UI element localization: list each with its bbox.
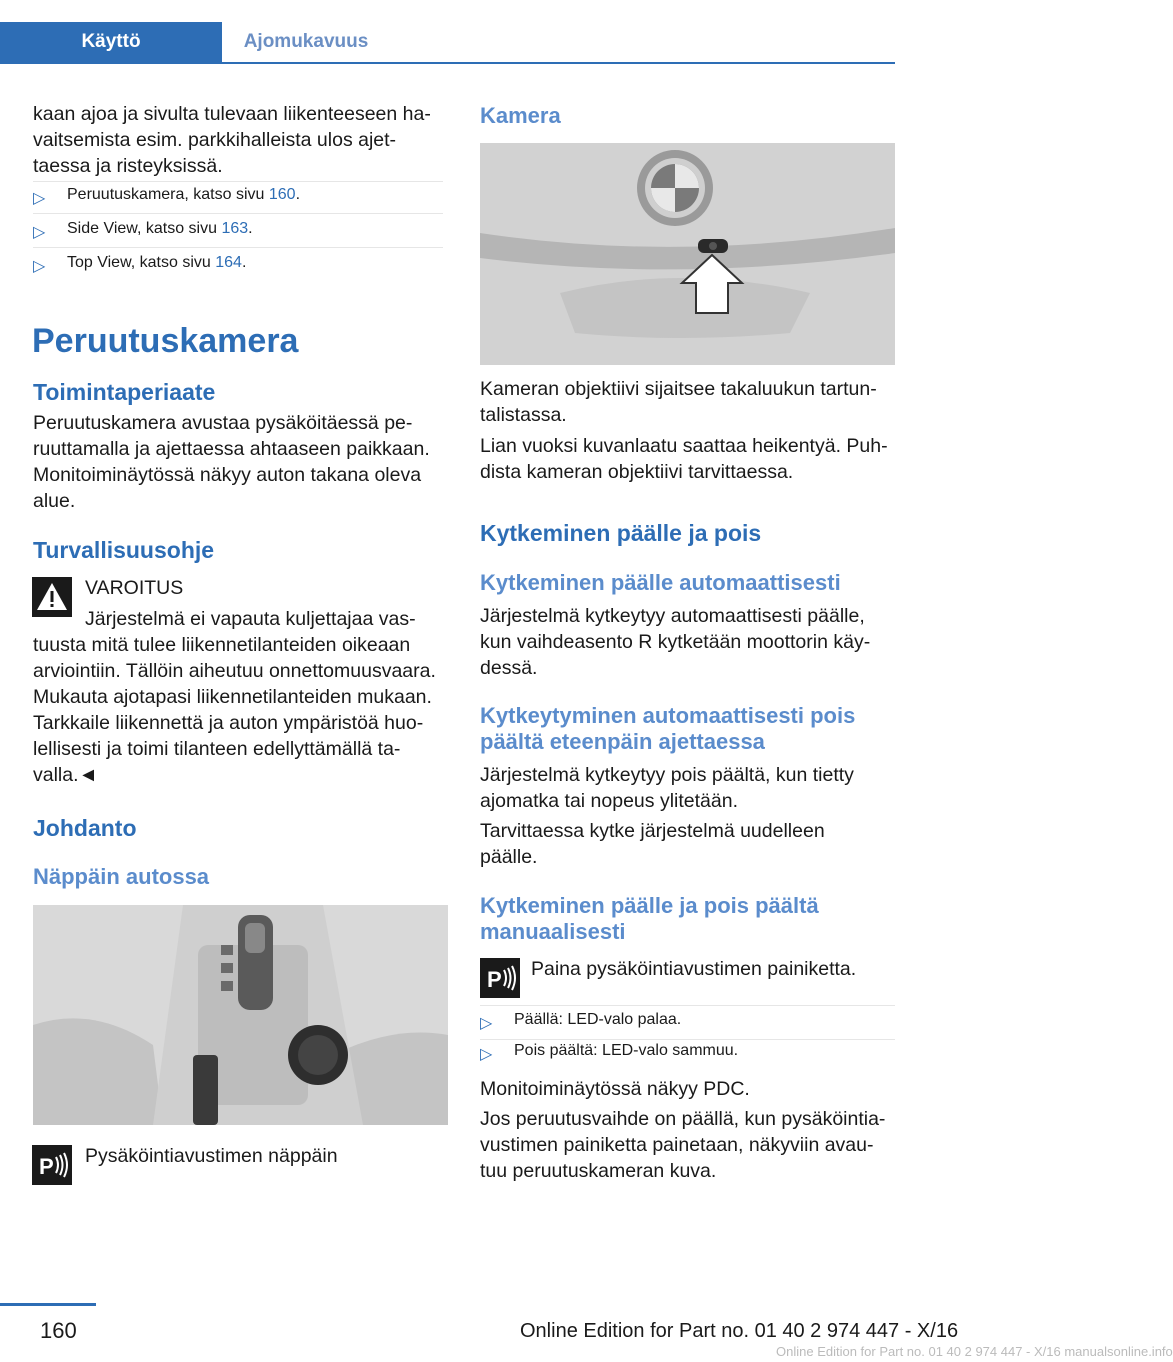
auto-on-line: dessä. xyxy=(480,657,538,679)
divider xyxy=(33,247,443,248)
auto-off-heading: Kytkeytyminen automaattisesti pois xyxy=(480,703,856,728)
reverse-line: vustimen painiketta painetaan, näkyviin avau‐ xyxy=(480,1134,874,1156)
dirt-line: Lian vuoksi kuvanlaatu saattaa heikentyä. Puh‐ xyxy=(480,435,888,457)
list-item-tail: . xyxy=(248,220,253,237)
list-item xyxy=(33,220,443,246)
edition-text: Online Edition for Part no. 01 40 2 974 447 - X/16 xyxy=(520,1320,959,1342)
triangle-bullet-icon: ▷ xyxy=(33,190,46,207)
divider xyxy=(33,181,443,182)
intro-line-3: taessa ja risteyksissä. xyxy=(33,155,223,177)
principle-line: alue. xyxy=(33,490,76,512)
reverse-line: tuu peruutuskameran kuva. xyxy=(480,1160,717,1182)
principle-heading: Toimintaperiaate xyxy=(33,379,216,405)
list-item xyxy=(480,1011,895,1037)
console-image xyxy=(33,905,448,1125)
auto-on-line: kun vaihdeasento R kytketään moottorin käy‐ xyxy=(480,631,871,653)
warning-line: Tarkkaile liikennettä ja auton ympäristöä huo‐ xyxy=(33,712,424,734)
intro-line-1: kaan ajoa ja sivulta tulevaan liikenteeseen ha‐ xyxy=(33,103,431,125)
principle-line: ruuttamalla ja ajettaessa ahtaaseen paikkaan. xyxy=(33,438,430,460)
list-item-text: Päällä: LED-valo palaa. xyxy=(514,1011,682,1028)
auto-off-heading: päältä eteenpäin ajettaessa xyxy=(480,729,765,754)
header-tab-bar xyxy=(0,22,895,64)
warning-line: lellisesti ja toimi tilanteen edellyttämällä ta‐ xyxy=(33,738,401,760)
intro-line-2: vaitsemista esim. parkkihalleista ulos ajet‐ xyxy=(33,129,397,151)
list-item-tail: . xyxy=(295,186,301,203)
tab-kaytto[interactable]: Käyttö xyxy=(0,22,222,62)
pdc-line: Monitoiminäytössä näkyy PDC. xyxy=(480,1078,750,1100)
warning-icon xyxy=(32,577,72,617)
reenable-line: Tarvittaessa kytke järjestelmä uudelleen xyxy=(480,820,825,842)
manual-instruction: Paina pysäköintiavustimen painiketta. xyxy=(531,958,857,980)
triangle-bullet-icon: ▷ xyxy=(33,258,46,275)
auto-off-line: Järjestelmä kytkeytyy pois päältä, kun tietty xyxy=(480,764,854,786)
camera-heading: Kamera xyxy=(480,103,561,128)
safety-heading: Turvallisuusohje xyxy=(33,537,215,563)
section-title: Peruutuskamera xyxy=(32,322,299,360)
parking-assistant-icon xyxy=(32,1145,72,1185)
page-link[interactable]: 164 xyxy=(215,254,242,271)
reverse-line: Jos peruutusvaihde on päällä, kun pysäköintia‐ xyxy=(480,1108,886,1130)
auto-on-line: Järjestelmä kytkeytyy automaattisesti päälle, xyxy=(480,605,865,627)
svg-text:P: P xyxy=(487,967,502,992)
tab-ajomukavuus[interactable]: Ajomukavuus xyxy=(222,22,390,62)
list-item-text: Side View, katso sivu xyxy=(67,220,222,237)
dirt-line: dista kameran objektiivi tarvittaessa. xyxy=(480,461,794,483)
camera-line: talistassa. xyxy=(480,404,567,426)
camera-image xyxy=(480,143,895,365)
principle-line: Peruutuskamera avustaa pysäköitäessä pe‐ xyxy=(33,412,413,434)
button-caption: Pysäköintiavustimen näppäin xyxy=(85,1145,338,1167)
manual-heading: Kytkeminen päälle ja pois päältä xyxy=(480,893,819,918)
footer-rule xyxy=(0,1303,96,1306)
triangle-bullet-icon: ▷ xyxy=(480,1015,493,1032)
svg-text:P: P xyxy=(39,1154,54,1179)
page-link[interactable]: 163 xyxy=(221,220,249,237)
divider xyxy=(33,213,443,214)
list-item xyxy=(33,254,443,280)
warning-line: Mukauta ajotapasi liikennetilanteiden mukaan. xyxy=(33,686,432,708)
list-item xyxy=(480,1042,895,1068)
list-item-text: Pois päältä: LED-valo sammuu. xyxy=(514,1042,739,1059)
parking-assistant-icon xyxy=(480,958,520,998)
intro-heading: Johdanto xyxy=(33,815,137,841)
warning-line: Järjestelmä ei vapauta kuljettajaa vas‐ xyxy=(85,608,416,630)
manual-heading: manuaalisesti xyxy=(480,919,626,944)
camera-line: Kameran objektiivi sijaitsee takaluukun tartun‐ xyxy=(480,378,877,400)
auto-on-heading: Kytkeminen päälle automaattisesti xyxy=(480,570,841,595)
auto-off-line: ajomatka tai nopeus ylitetään. xyxy=(480,790,738,812)
page-number: 160 xyxy=(40,1318,77,1343)
divider xyxy=(33,158,443,160)
triangle-bullet-icon: ▷ xyxy=(33,224,46,241)
divider xyxy=(480,1005,895,1006)
list-item xyxy=(33,186,443,212)
warning-line: arviointiin. Tällöin aiheutuu onnettomuusvaara. xyxy=(33,660,436,682)
list-item-text: Peruutuskamera, katso sivu xyxy=(67,186,269,203)
list-item-text: Top View, katso sivu xyxy=(67,254,216,271)
watermark: Online Edition for Part no. 01 40 2 974 447 - X/16 manualsonline.info xyxy=(776,1344,1173,1359)
triangle-bullet-icon: ▷ xyxy=(480,1046,493,1063)
reenable-line: päälle. xyxy=(480,846,538,868)
list-item-tail: . xyxy=(241,254,247,271)
button-heading: Näppäin autossa xyxy=(33,864,210,889)
divider xyxy=(480,1039,895,1040)
onoff-heading: Kytkeminen päälle ja pois xyxy=(480,520,762,546)
page-link[interactable]: 160 xyxy=(268,186,296,203)
principle-line: Monitoiminäytössä näkyy auton takana oleva xyxy=(33,464,422,486)
warning-line: tuusta mitä tulee liikennetilanteiden oikeaan xyxy=(33,634,411,656)
warning-label: VAROITUS xyxy=(85,577,184,599)
warning-line: valla.◄ xyxy=(33,764,98,786)
